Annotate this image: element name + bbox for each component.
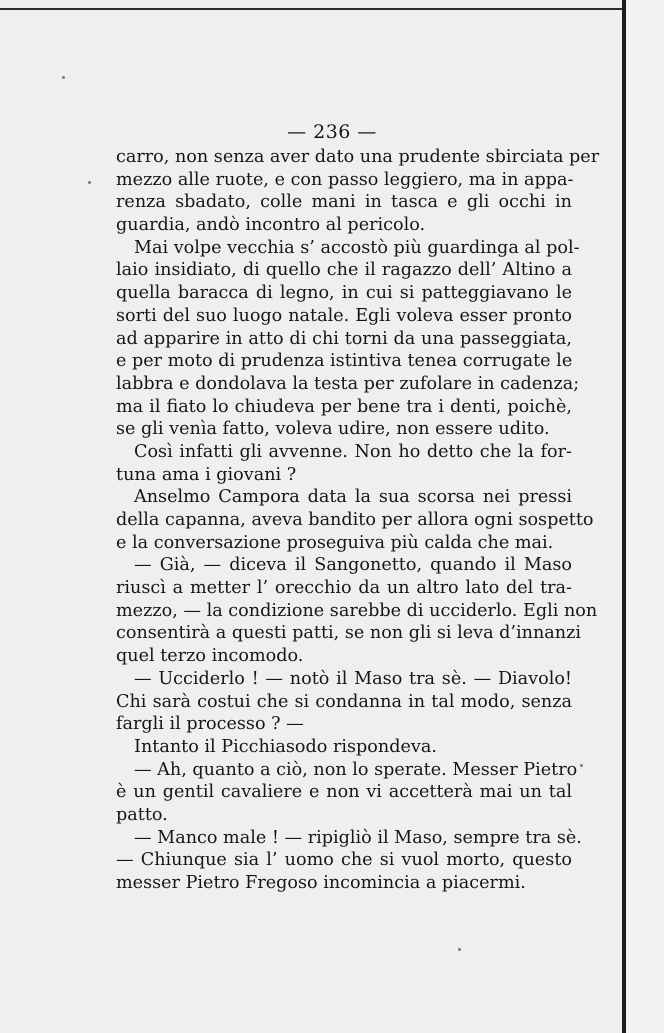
text-line: e la conversazione proseguiva più calda che mai. xyxy=(116,532,554,553)
text-line: — Ah, quanto a ciò, non lo sperate. Messer Pietro xyxy=(134,759,578,780)
text-line: ma il fiato lo chiudeva per bene tra i denti, poichè, xyxy=(116,396,572,417)
text-line: carro, non senza aver dato una prudente sbirciata per xyxy=(116,147,600,167)
text-line: guardia, andò incontro al pericolo. xyxy=(116,215,426,236)
text-line: — Già, — diceva il Sangonetto, quando il Maso xyxy=(134,555,572,576)
text-line: — Chiunque sia l’ uomo che si vuol morto, questo xyxy=(116,850,572,871)
text-line: — Ucciderlo ! — notò il Maso tra sè. — Diavolo! xyxy=(134,668,572,689)
text-line: renza sbadato, colle mani in tasca e gli occhi in xyxy=(116,192,572,213)
text-line: quel terzo incomodo. xyxy=(116,646,304,667)
text-line: mezzo alle ruote, e con passo leggiero, ma in appa- xyxy=(116,169,574,190)
text-line: Chi sarà costui che si condanna in tal modo, senza xyxy=(116,691,572,712)
page-number: — 236 — xyxy=(287,121,377,143)
body-text xyxy=(116,146,600,895)
paper-speck xyxy=(88,181,91,184)
paper-speck xyxy=(580,764,583,767)
text-line: consentirà a questi patti, se non gli si leva d’innanzi xyxy=(116,623,582,644)
text-line: se gli venìa fatto, voleva udire, non essere udito. xyxy=(116,419,550,440)
text-line: fargli il processo ? — xyxy=(116,714,304,735)
text-line: quella baracca di legno, in cui si patteggiavano le xyxy=(116,283,572,304)
text-line: Così infatti gli avvenne. Non ho detto che la for- xyxy=(134,441,572,462)
text-line: laio insidiato, di quello che il ragazzo dell’ Altino a xyxy=(116,260,572,281)
text-line: labbra e dondolava la testa per zufolare in cadenza; xyxy=(116,373,580,394)
text-line: Intanto il Picchiasodo rispondeva. xyxy=(134,736,437,757)
text-line: è un gentil cavaliere e non vi accetterà mai un tal xyxy=(116,782,572,803)
text-line: riuscì a metter l’ orecchio da un altro lato del tra- xyxy=(116,578,572,599)
text-line: Anselmo Campora data la sua scorsa nei pressi xyxy=(134,487,572,508)
text-line: Mai volpe vecchia s’ accostò più guardinga al pol- xyxy=(134,237,580,258)
right-margin xyxy=(626,0,664,1033)
paper-speck xyxy=(458,948,461,951)
top-edge-rule xyxy=(0,8,650,10)
text-line: sorti del suo luogo natale. Egli voleva esser pronto xyxy=(116,305,572,326)
paper-speck xyxy=(62,76,65,79)
text-line: — Manco male ! — ripigliò il Maso, sempre tra sè. xyxy=(134,827,582,848)
text-line: mezzo, — la condizione sarebbe di ucciderlo. Egli non xyxy=(116,600,598,621)
text-line: ad apparire in atto di chi torni da una passeggiata, xyxy=(116,328,572,349)
text-line: messer Pietro Fregoso incomincia a piacermi. xyxy=(116,873,526,893)
text-line: patto. xyxy=(116,804,168,825)
text-line: e per moto di prudenza istintiva tenea corrugate le xyxy=(116,351,573,372)
text-line: tuna ama i giovani ? xyxy=(116,464,297,485)
text-line: della capanna, aveva bandito per allora ogni sospetto xyxy=(116,510,594,530)
